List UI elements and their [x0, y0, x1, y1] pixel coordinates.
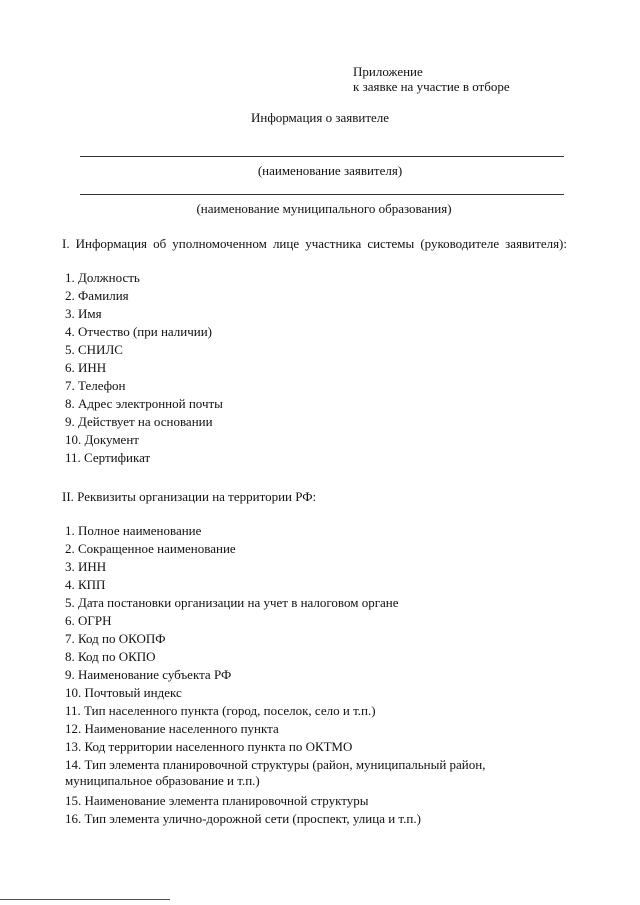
municipality-name-caption: (наименование муниципального образования): [196, 201, 452, 216]
footnote-divider: [0, 899, 170, 900]
appendix-note: [353, 64, 510, 94]
list-item: 8. Адрес электронной почты: [65, 396, 223, 411]
list-item: 2. Сокращенное наименование: [65, 541, 236, 556]
list-item: 11. Сертификат: [65, 450, 151, 465]
appendix-line-2: к заявке на участие в отборе: [353, 79, 510, 94]
list-item: 5. СНИЛС: [65, 342, 123, 357]
list-item: 8. Код по ОКПО: [65, 649, 156, 664]
list-item: 6. ОГРН: [65, 613, 112, 628]
list-item: 4. КПП: [65, 577, 106, 592]
document-title: Информация о заявителе: [250, 110, 390, 125]
list-item: 9. Действует на основании: [65, 414, 213, 429]
list-item: 1. Полное наименование: [65, 523, 202, 538]
list-item: 3. Имя: [65, 306, 102, 321]
list-item: 15. Наименование элемента планировочной структуры: [65, 793, 369, 808]
list-item: 1. Должность: [65, 270, 140, 285]
section-2-heading: II. Реквизиты организации на территории РФ:: [62, 489, 317, 504]
list-item: 7. Телефон: [65, 378, 126, 393]
applicant-name-caption: (наименование заявителя): [257, 163, 403, 178]
list-item: 11. Тип населенного пункта (город, поселок, село и т.п.): [65, 703, 376, 718]
section-1-list: [65, 270, 223, 468]
list-item: 3. ИНН: [65, 559, 107, 574]
list-item: 14. Тип элемента планировочной структуры (район, муниципальный район, муниципальное образование и т.п.): [65, 757, 486, 788]
list-item: 10. Почтовый индекс: [65, 685, 182, 700]
list-item: 16. Тип элемента улично-дорожной сети (проспект, улица и т.п.): [65, 811, 421, 826]
list-item: 9. Наименование субъекта РФ: [65, 667, 232, 682]
list-item: 13. Код территории населенного пункта по ОКТМО: [65, 739, 353, 754]
municipality-name-line: [80, 194, 564, 195]
section-1-heading: I. Информация об уполномоченном лице участника системы (руководителе заявителя):: [62, 236, 567, 251]
section-2-list: [65, 523, 505, 829]
appendix-line-1: Приложение: [353, 64, 423, 79]
applicant-name-line: [80, 156, 564, 157]
list-item: 2. Фамилия: [65, 288, 129, 303]
list-item: 4. Отчество (при наличии): [65, 324, 213, 339]
list-item: 10. Документ: [65, 432, 139, 447]
list-item: 7. Код по ОКОПФ: [65, 631, 166, 646]
list-item: 6. ИНН: [65, 360, 107, 375]
list-item: 12. Наименование населенного пункта: [65, 721, 279, 736]
list-item: 5. Дата постановки организации на учет в налоговом органе: [65, 595, 399, 610]
